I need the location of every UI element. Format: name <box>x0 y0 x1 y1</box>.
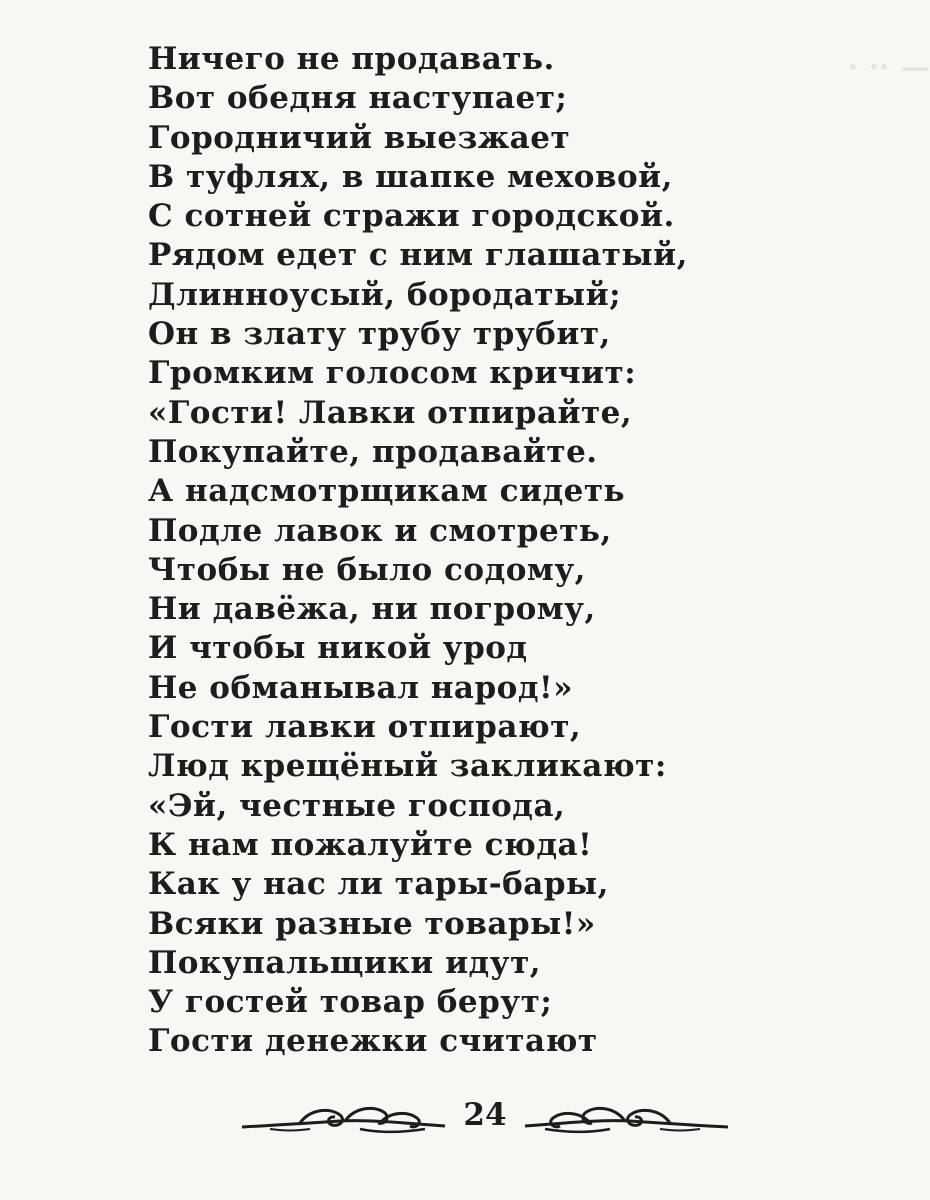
poem-line: Подле лавок и смотреть, <box>148 512 612 549</box>
poem-text <box>148 40 768 1062</box>
poem-line: Как у нас ли тары-бары, <box>148 866 609 903</box>
poem-line: А надсмотрщикам сидеть <box>148 473 626 510</box>
page-footer <box>240 1095 730 1141</box>
poem-line: «Гости! Лавки отпирайте, <box>148 394 633 431</box>
poem-line: Покупальщики идут, <box>148 944 542 981</box>
poem-line: Ничего не продавать. <box>148 41 555 77</box>
scroll-flourish-icon <box>520 1101 730 1135</box>
poem-line: Рядом едет с ним глашатый, <box>148 237 688 274</box>
poem-line: Громким голосом кричит: <box>148 355 637 392</box>
poem-line: К нам пожалуйте сюда! <box>148 826 593 863</box>
scroll-flourish-icon <box>240 1101 450 1135</box>
poem-line: В туфлях, в шапке меховой, <box>148 158 673 195</box>
poem-line: У гостей товар берут; <box>148 984 553 1021</box>
bleed-through-text: — ·· · <box>847 50 930 85</box>
poem-line: Всяки разные товары!» <box>148 905 596 942</box>
poem-line: Гости лавки отпирают, <box>148 709 582 746</box>
poem-line: И чтобы никой урод <box>148 630 528 667</box>
poem-line: Городничий выезжает <box>148 119 571 156</box>
poem-line: Чтобы не было содому, <box>148 551 586 588</box>
poem-line: Длинноусый, бородатый; <box>148 276 622 313</box>
poem-line: Люд крещёный закликают: <box>148 748 667 785</box>
poem-line: Не обманывал народ!» <box>148 669 573 706</box>
poem-line: Покупайте, продавайте. <box>148 433 598 470</box>
poem-line: Ни давёжа, ни погрому, <box>148 591 596 628</box>
poem-line: Он в злату трубу трубит, <box>148 316 611 353</box>
poem-line: С сотней стражи городской. <box>148 198 675 235</box>
poem-line: Гости денежки считают <box>148 1023 598 1060</box>
poem-line: «Эй, честные господа, <box>148 787 566 824</box>
page-number: 24 <box>463 1097 507 1133</box>
poem-line: Вот обедня наступает; <box>148 80 568 117</box>
